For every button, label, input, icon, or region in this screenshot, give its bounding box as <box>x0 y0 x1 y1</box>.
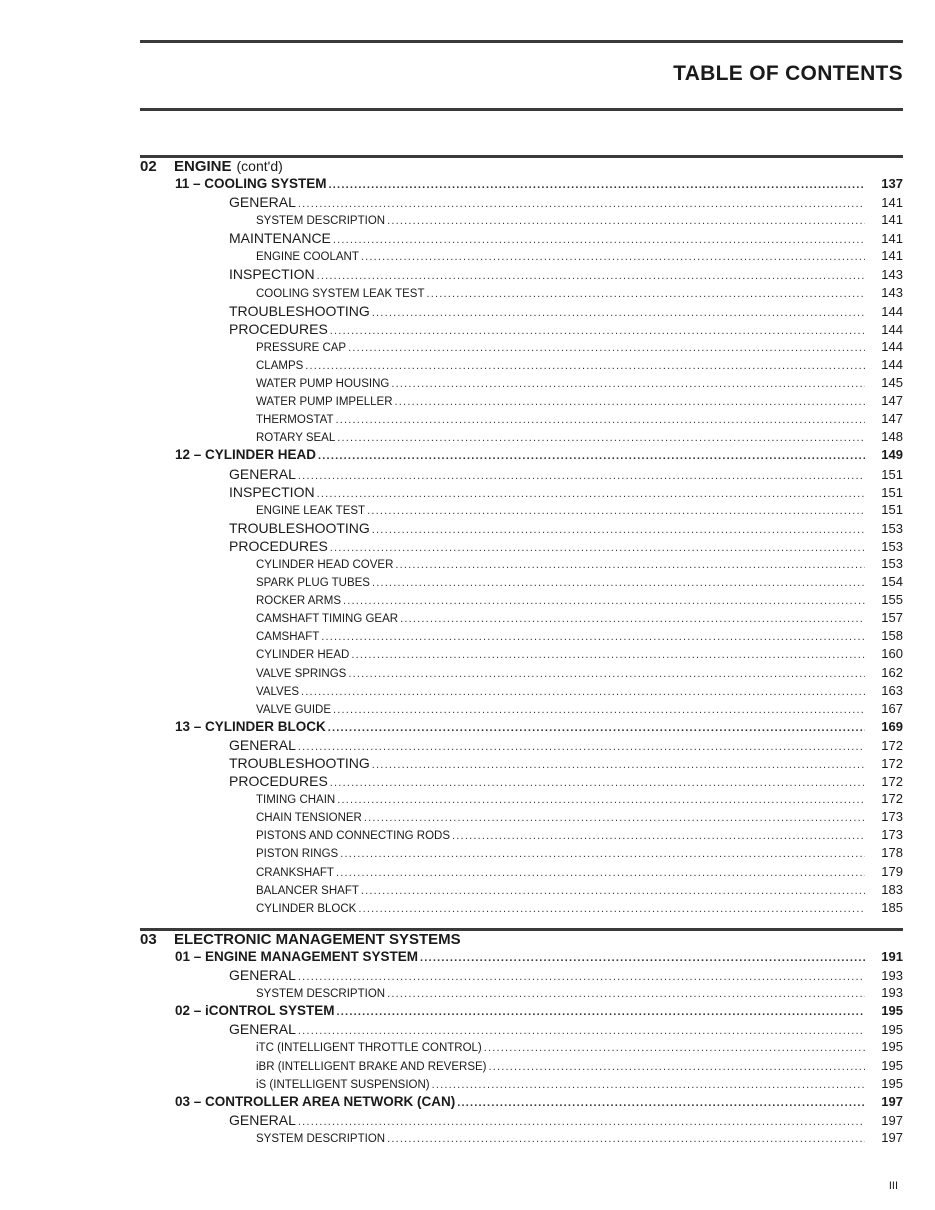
toc-entry-page: 157 <box>881 610 903 626</box>
dot-leader <box>298 971 865 983</box>
dot-leader <box>488 1061 865 1073</box>
toc-entry-page: 141 <box>881 195 903 211</box>
toc-entry-page: 153 <box>881 538 903 554</box>
toc-entry-label: TROUBLESHOOTING <box>229 302 370 319</box>
toc-entry-page: 153 <box>881 520 903 536</box>
toc-entry-page: 137 <box>881 176 903 191</box>
dot-leader <box>452 830 865 842</box>
toc-entry[interactable] <box>140 357 903 375</box>
toc-entry-label: VALVE SPRINGS <box>256 667 347 680</box>
toc-entry-page: 163 <box>881 682 903 698</box>
toc-entry-page: 144 <box>881 303 903 319</box>
toc-entry-page: 172 <box>881 756 903 771</box>
toc-entry[interactable] <box>140 285 903 303</box>
toc-entry[interactable] <box>140 864 903 882</box>
dot-leader <box>330 777 865 789</box>
toc-entry[interactable] <box>140 1130 903 1148</box>
toc-entry[interactable] <box>140 1094 903 1112</box>
toc-entry-label: WATER PUMP IMPELLER <box>256 396 393 409</box>
toc-entry-label: THERMOSTAT <box>256 414 334 427</box>
toc-entry-page: 147 <box>881 393 903 409</box>
dot-leader <box>372 759 865 771</box>
toc-entry[interactable] <box>140 393 903 411</box>
toc-entry-page: 172 <box>881 737 903 753</box>
toc-entry-page: 160 <box>881 646 903 662</box>
chapter-title: ENGINE <box>174 158 232 175</box>
toc-entry-label: SYSTEM DESCRIPTION <box>256 1132 386 1145</box>
toc-entry-label: GENERAL <box>229 465 296 482</box>
chapter-title: ELECTRONIC MANAGEMENT SYSTEMS <box>174 931 461 948</box>
toc-entry[interactable] <box>140 701 903 719</box>
toc-entry-page: 183 <box>881 881 903 897</box>
toc-entry-page: 167 <box>881 700 903 716</box>
toc-entry-label: iBR (INTELLIGENT BRAKE AND REVERSE) <box>256 1060 487 1073</box>
dot-leader <box>427 288 866 300</box>
dot-leader <box>329 179 865 191</box>
toc-entry[interactable] <box>140 665 903 683</box>
toc-entry-page: 147 <box>881 411 903 427</box>
toc-entry[interactable] <box>140 900 903 918</box>
toc-entry-label: ROTARY SEAL <box>256 432 336 445</box>
toc-entry-page: 154 <box>881 574 903 590</box>
dot-leader <box>372 307 865 319</box>
dot-leader <box>432 1079 865 1091</box>
toc-entry-page: 195 <box>881 1039 903 1055</box>
toc-entry[interactable] <box>140 882 903 900</box>
toc-entry-label: GENERAL <box>229 967 296 984</box>
toc-entry-label: ENGINE LEAK TEST <box>256 504 366 517</box>
toc-entry-label: ENGINE COOLANT <box>256 251 359 264</box>
toc-entry-label: GENERAL <box>229 194 296 211</box>
dot-leader <box>340 848 865 860</box>
dot-leader <box>298 198 865 210</box>
toc-entry-page: 195 <box>881 1003 903 1019</box>
dot-leader <box>351 649 865 661</box>
toc-entry-page: 144 <box>881 356 903 372</box>
toc-entry-label: INSPECTION <box>229 266 315 283</box>
toc-entry[interactable] <box>140 592 903 610</box>
toc-entry[interactable] <box>140 321 903 339</box>
toc-entry-label: GENERAL <box>229 736 296 753</box>
dot-leader <box>298 1025 865 1037</box>
dot-leader <box>337 794 865 806</box>
dot-leader <box>301 686 865 698</box>
page-number: III <box>888 1180 898 1192</box>
toc-entry-label: TROUBLESHOOTING <box>229 519 370 536</box>
toc-entry[interactable] <box>140 502 903 520</box>
dot-leader <box>336 867 865 879</box>
toc-entry-label: 12 – CYLINDER HEAD <box>175 447 317 463</box>
toc-entry-label: SYSTEM DESCRIPTION <box>256 988 386 1001</box>
toc-entry-label: TIMING CHAIN <box>256 794 336 807</box>
dot-leader <box>367 505 865 517</box>
dot-leader <box>317 270 865 282</box>
dot-leader <box>298 1116 865 1128</box>
dot-leader <box>305 360 865 372</box>
toc-entry-page: 197 <box>881 1129 903 1145</box>
toc-entry[interactable] <box>140 646 903 664</box>
toc-entry[interactable] <box>140 230 903 248</box>
toc-entry-label: CAMSHAFT <box>256 631 320 644</box>
page-title: TABLE OF CONTENTS <box>673 62 903 85</box>
dot-leader <box>333 234 865 246</box>
dot-leader <box>321 631 865 643</box>
toc-entry-label: PROCEDURES <box>229 320 328 337</box>
toc-entry-label: COOLING SYSTEM LEAK TEST <box>256 287 425 300</box>
toc-entry[interactable] <box>140 1021 903 1039</box>
dot-leader <box>361 885 865 897</box>
toc-entry-label: PISTON RINGS <box>256 848 339 861</box>
toc-entry-label: VALVE GUIDE <box>256 703 331 716</box>
toc-entry-page: 158 <box>881 628 903 644</box>
toc-entry-label: 11 – COOLING SYSTEM <box>175 176 327 191</box>
dot-leader <box>395 396 865 408</box>
toc-entry[interactable] <box>140 194 903 212</box>
toc-entry-page: 141 <box>881 231 903 247</box>
toc-entry-label: GENERAL <box>229 1021 296 1038</box>
dot-leader <box>361 251 865 263</box>
toc-entry-label: CYLINDER HEAD COVER <box>256 558 394 571</box>
dot-leader <box>387 988 865 1000</box>
toc-entry-page: 195 <box>881 1075 903 1091</box>
toc-entry-page: 162 <box>881 664 903 680</box>
dot-leader <box>387 1133 865 1145</box>
chapter-note: (cont'd) <box>236 158 283 174</box>
toc-entry[interactable] <box>140 339 903 357</box>
dot-leader <box>364 812 865 824</box>
toc-entry-page: 172 <box>881 791 903 807</box>
toc-entry-label: PROCEDURES <box>229 773 328 790</box>
toc-entry-label: CRANKSHAFT <box>256 866 334 879</box>
toc-entry-page: 144 <box>881 338 903 354</box>
toc-entry[interactable] <box>140 845 903 863</box>
toc-entry[interactable] <box>140 411 903 429</box>
toc-entry[interactable] <box>140 809 903 827</box>
toc-entry[interactable] <box>140 520 903 538</box>
toc-entry-label: CHAIN TENSIONER <box>256 812 362 825</box>
toc-entry-page: 173 <box>881 827 903 843</box>
toc-entry-page: 143 <box>881 284 903 300</box>
dot-leader <box>400 613 865 625</box>
toc-entry-page: 151 <box>881 466 903 482</box>
toc-entry-label: BALANCER SHAFT <box>256 884 359 897</box>
toc-entry-label: GENERAL <box>229 1111 296 1128</box>
dot-leader <box>372 577 865 589</box>
chapter-number: 03 <box>140 931 157 948</box>
toc-entry[interactable] <box>140 466 903 484</box>
toc-list <box>140 949 903 1148</box>
toc-entry[interactable] <box>140 628 903 646</box>
dot-leader <box>330 325 865 337</box>
chapter-number: 02 <box>140 158 157 175</box>
toc-entry[interactable] <box>140 683 903 701</box>
dot-leader <box>328 722 865 734</box>
toc-entry-label: 01 – ENGINE MANAGEMENT SYSTEM <box>175 949 419 964</box>
toc-entry-page: 144 <box>881 321 903 337</box>
dot-leader <box>337 1006 865 1018</box>
toc-entry[interactable] <box>140 773 903 791</box>
toc-entry-label: SPARK PLUG TUBES <box>256 577 370 590</box>
toc-entry-page: 151 <box>881 484 903 500</box>
toc-entry-label: CAMSHAFT TIMING GEAR <box>256 613 399 626</box>
toc-entry[interactable] <box>140 737 903 755</box>
dot-leader <box>298 741 865 753</box>
toc-entry-page: 195 <box>881 1022 903 1038</box>
chapter-03 <box>140 928 903 1148</box>
toc-entry-label: ROCKER ARMS <box>256 595 341 608</box>
toc-entry-label: SYSTEM DESCRIPTION <box>256 215 386 228</box>
toc-entry[interactable] <box>140 791 903 809</box>
toc-entry[interactable] <box>140 1112 903 1130</box>
toc-entry[interactable] <box>140 176 903 194</box>
toc-entry-label: CYLINDER BLOCK <box>256 902 357 915</box>
dot-leader <box>336 414 865 426</box>
toc-entry-label: INSPECTION <box>229 483 315 500</box>
dot-leader <box>330 542 865 554</box>
toc-entry-page: 141 <box>881 212 903 228</box>
chapter-heading <box>140 928 903 949</box>
toc-entry[interactable] <box>140 985 903 1003</box>
toc-entry[interactable] <box>140 266 903 284</box>
toc-entry[interactable] <box>140 375 903 393</box>
toc-entry[interactable] <box>140 212 903 230</box>
dot-leader <box>420 952 865 964</box>
toc-entry-label: PRESSURE CAP <box>256 341 347 354</box>
dot-leader <box>484 1042 865 1054</box>
dot-leader <box>391 378 865 390</box>
toc-entry-page: 197 <box>881 1093 903 1109</box>
toc-entry[interactable] <box>140 967 903 985</box>
toc-entry-label: 03 – CONTROLLER AREA NETWORK (CAN) <box>175 1093 456 1109</box>
toc-entry-page: 145 <box>881 375 903 391</box>
toc-entry[interactable] <box>140 556 903 574</box>
toc-entry-page: 169 <box>881 718 903 734</box>
toc-entry-page: 141 <box>881 248 903 264</box>
toc-entry-label: PISTONS AND CONNECTING RODS <box>256 830 451 843</box>
toc-entry-page: 178 <box>881 845 903 861</box>
toc-entry[interactable] <box>140 1039 903 1057</box>
toc-list <box>140 176 903 918</box>
dot-leader <box>337 432 865 444</box>
toc-entry-label: CYLINDER HEAD <box>256 649 350 662</box>
toc-entry-label: iS (INTELLIGENT SUSPENSION) <box>256 1078 430 1091</box>
dot-leader <box>387 215 865 227</box>
toc-entry-label: CLAMPS <box>256 359 304 372</box>
toc-entry[interactable] <box>140 827 903 845</box>
chapter-02 <box>140 155 903 918</box>
dot-leader <box>317 488 865 500</box>
toc-entry-page: 172 <box>881 774 903 790</box>
toc-entry[interactable] <box>140 248 903 266</box>
toc-entry[interactable] <box>140 538 903 556</box>
toc-entry-page: 193 <box>881 985 903 1001</box>
toc-entry[interactable] <box>140 755 903 773</box>
toc-entry-label: TROUBLESHOOTING <box>229 755 370 771</box>
dot-leader <box>298 470 865 482</box>
toc-entry[interactable] <box>140 1076 903 1094</box>
dot-leader <box>457 1097 865 1109</box>
header-rule-bottom <box>140 108 903 111</box>
toc-entry[interactable] <box>140 610 903 628</box>
toc-entry-page: 148 <box>881 429 903 445</box>
toc-entry-page: 173 <box>881 809 903 825</box>
toc-entry[interactable] <box>140 719 903 737</box>
toc-entry-label: 02 – iCONTROL SYSTEM <box>175 1003 335 1019</box>
toc-entry[interactable] <box>140 1003 903 1021</box>
toc-entry[interactable] <box>140 429 903 447</box>
toc-entry[interactable] <box>140 484 903 502</box>
header-rule-top <box>140 40 903 43</box>
toc-entry-label: MAINTENANCE <box>229 230 331 247</box>
dot-leader <box>372 524 865 536</box>
dot-leader <box>348 342 865 354</box>
toc-entry-page: 193 <box>881 968 903 984</box>
toc-entry-label: WATER PUMP HOUSING <box>256 378 390 391</box>
toc-entry[interactable] <box>140 1058 903 1076</box>
toc-entry-page: 191 <box>881 949 903 964</box>
toc-entry-page: 185 <box>881 899 903 915</box>
toc-entry[interactable] <box>140 949 903 967</box>
toc-entry-page: 197 <box>881 1112 903 1128</box>
dot-leader <box>343 595 865 607</box>
toc-entry[interactable] <box>140 447 903 465</box>
toc-entry-page: 155 <box>881 592 903 608</box>
toc-entry-page: 195 <box>881 1057 903 1073</box>
dot-leader <box>318 450 865 462</box>
toc-entry-label: PROCEDURES <box>229 537 328 554</box>
toc-entry-page: 143 <box>881 267 903 283</box>
dot-leader <box>348 668 865 680</box>
dot-leader <box>358 903 865 915</box>
toc-entry[interactable] <box>140 303 903 321</box>
dot-leader <box>395 559 865 571</box>
toc-entry-page: 153 <box>881 555 903 571</box>
toc-entry[interactable] <box>140 574 903 592</box>
chapter-heading <box>140 155 903 176</box>
toc-entry-label: iTC (INTELLIGENT THROTTLE CONTROL) <box>256 1042 482 1055</box>
toc-entry-page: 179 <box>881 863 903 879</box>
toc-entry-page: 149 <box>881 447 903 463</box>
dot-leader <box>333 704 865 716</box>
toc-entry-label: VALVES <box>256 685 300 698</box>
toc-entry-page: 151 <box>881 501 903 517</box>
toc-entry-label: 13 – CYLINDER BLOCK <box>175 718 326 734</box>
